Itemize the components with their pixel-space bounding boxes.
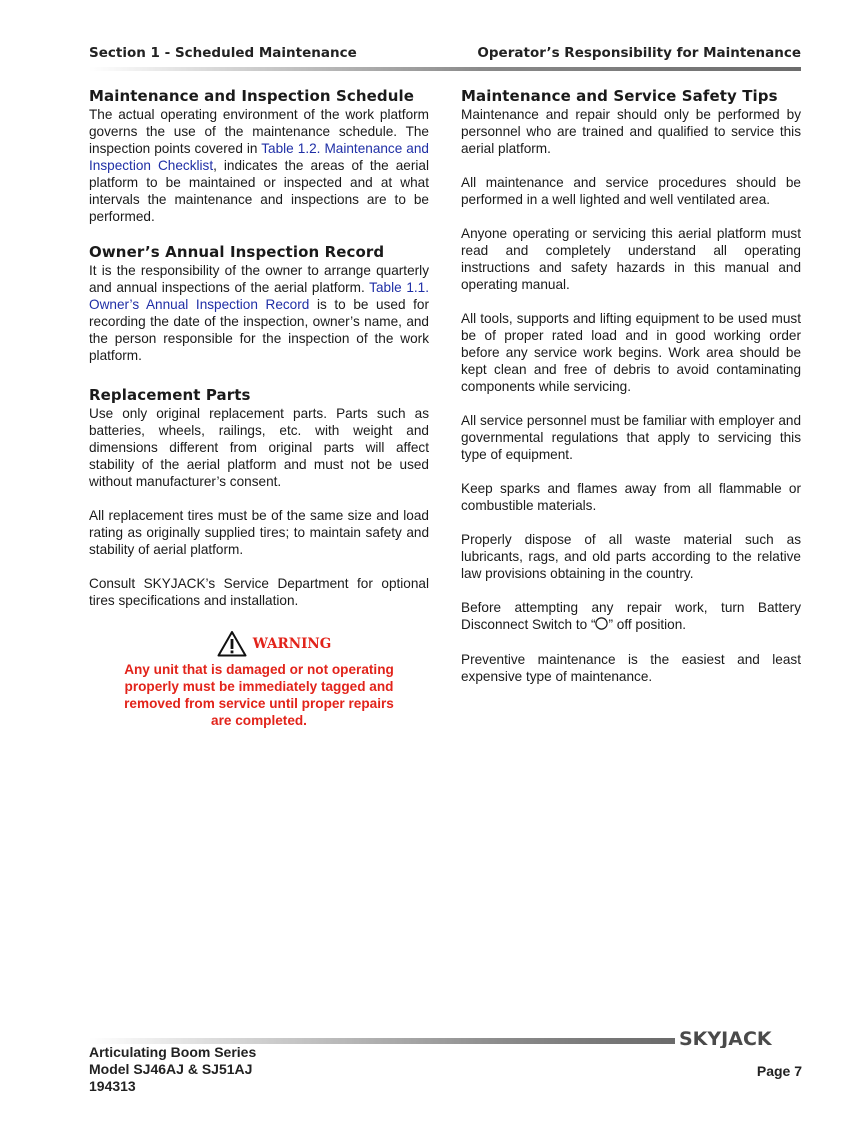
- safety-tip-paragraph: All maintenance and service procedures should be performed in a well lighted and well ventilated area.: [461, 175, 801, 207]
- safety-tip-paragraph: All service personnel must be familiar with employer and governmental regulations that apply to servicing this type of equipment.: [461, 413, 801, 462]
- schedule-text-2: , indicates the areas of the aerial platform to be maintained or inspected and at what intervals the maintenance and inspections are to be performed.: [89, 158, 429, 224]
- safety-tip-paragraph: Preventive maintenance is the easiest and least expensive type of maintenance.: [461, 652, 801, 684]
- checklist-table-link[interactable]: Table 1.2. Maintenance and Inspection Checklist: [89, 141, 429, 173]
- safety-tips-heading: Maintenance and Service Safety Tips: [461, 87, 778, 105]
- warning-text: Any unit that is damaged or not operating properly must be immediately tagged and removed from service until proper repairs are completed.: [124, 662, 394, 728]
- owners-record-text-2: is to be used for recording the date of the inspection, owner’s name, and the person responsible for the inspection of the work platform.: [89, 297, 430, 363]
- footer-series: Articulating Boom Series: [89, 1044, 257, 1060]
- replacement-paragraph: Use only original replacement parts. Parts such as batteries, wheels, railings, etc. with weight and dimensions different from original parts will affect stability of the aerial platform and must not be used without manufacturer’s consent.: [89, 406, 429, 489]
- skyjack-logo: [677, 1026, 801, 1053]
- footer-model-info: [89, 1044, 256, 1095]
- logo-wordmark: SKYJACK: [679, 1028, 772, 1048]
- safety-tip-paragraph: Keep sparks and flames away from all flammable or combustible materials.: [461, 481, 801, 513]
- off-circle-icon: [595, 617, 608, 634]
- left-column: [89, 86, 429, 729]
- page-header-title: Operator’s Responsibility for Maintenance: [477, 45, 801, 61]
- owners-record-paragraph: [89, 262, 429, 364]
- header-rule: [89, 67, 801, 71]
- schedule-heading: Maintenance and Inspection Schedule: [89, 87, 415, 105]
- warning-box: [89, 630, 429, 729]
- replacement-paragraph: Consult SKYJACK’s Service Department for optional tires specifications and installation.: [89, 576, 429, 608]
- safety-tip-paragraph: Maintenance and repair should only be performed by personnel who are trained and qualified to service this aerial platform.: [461, 107, 801, 156]
- owners-record-text-1: It is the responsibility of the owner to arrange quarterly and annual inspections of the aerial platform.: [89, 263, 429, 295]
- schedule-text-1: The actual operating environment of the work platform governs the use of the maintenance schedule. The inspection points covered in: [89, 107, 429, 156]
- safety-tip-paragraph: All tools, supports and lifting equipment to be used must be of proper rated load and in good working order before any service work begins. Work area should be kept clean and free of debris to avoid contaminating components while servicing.: [461, 311, 801, 394]
- warning-header: [119, 630, 429, 657]
- owners-record-heading: Owner’s Annual Inspection Record: [89, 243, 385, 261]
- safety-tip-paragraph: Anyone operating or servicing this aerial platform must read and completely understand all operating instructions and safety hazards in this manual and operating manual.: [461, 226, 801, 292]
- safety-tip-paragraph: Properly dispose of all waste material such as lubricants, rags, and old parts according to the relative law provisions obtaining in the country.: [461, 532, 801, 581]
- replacement-paragraph: All replacement tires must be of the same size and load rating as originally supplied tires; to maintain safety and stability of aerial platform.: [89, 508, 429, 557]
- owners-record-table-link[interactable]: Table 1.1. Owner’s Annual Inspection Record: [89, 280, 429, 312]
- replacement-parts-heading: Replacement Parts: [89, 386, 251, 404]
- schedule-paragraph: [89, 106, 429, 225]
- battery-switch-paragraph: [461, 599, 801, 634]
- section-header: Section 1 - Scheduled Maintenance: [89, 45, 357, 61]
- footer-part-number: 194313: [89, 1078, 136, 1094]
- page-number: Page 7: [756, 1063, 802, 1079]
- battery-text-1: Before attempting any repair work, turn Battery Disconnect Switch to “: [461, 600, 801, 632]
- battery-text-2: ” off position.: [608, 617, 687, 632]
- warning-triangle-icon: [217, 630, 247, 657]
- footer-model: Model SJ46AJ & SJ51AJ: [89, 1061, 253, 1077]
- warning-title: WARNING: [252, 635, 332, 652]
- right-column: [461, 86, 801, 685]
